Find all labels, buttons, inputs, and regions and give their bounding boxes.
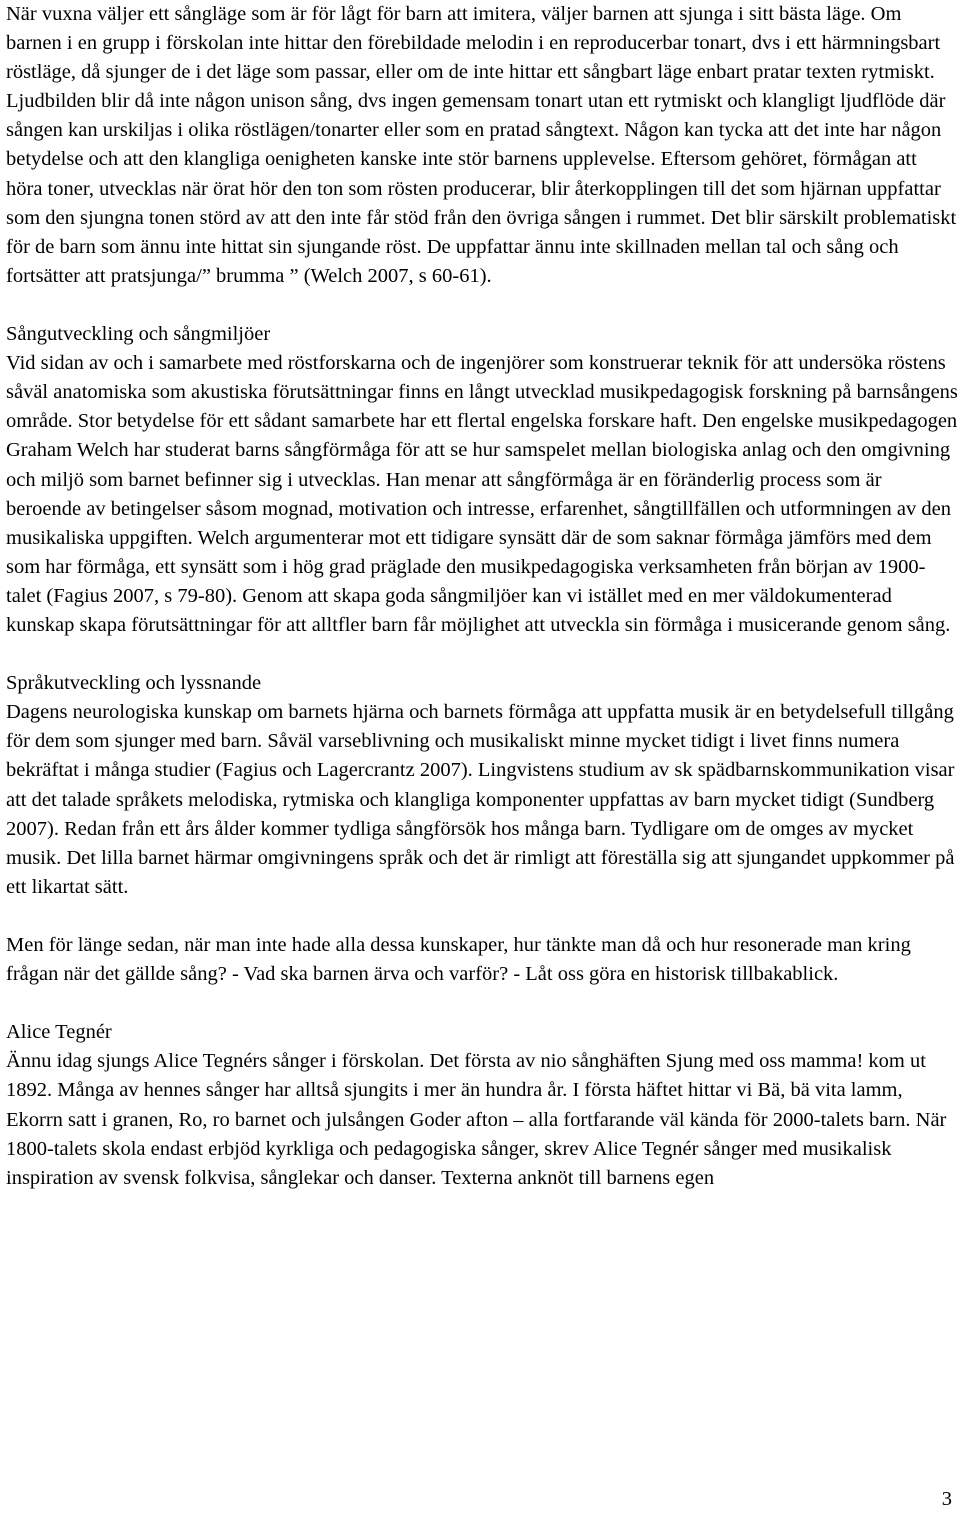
section-sangutveckling	[6, 320, 958, 640]
section-heading: Språkutveckling och lyssnande	[6, 672, 262, 695]
section-sprakutveckling	[6, 669, 958, 902]
page-number: 3	[941, 1488, 952, 1510]
section-heading: Alice Tegnér	[6, 1021, 112, 1044]
section-heading: Sångutveckling och sångmiljöer	[6, 323, 271, 346]
paragraph-spacer	[6, 291, 958, 320]
body-paragraph: När vuxna väljer ett sångläge som är för lågt för barn att imitera, väljer barnen att sjunga i sitt bästa läge. Om barnen i en grupp i förskolan inte hittar den förebildade melodin i en reproducerbar tonart, dvs i ett härmningsbart röstläge, då sjunger de i det läge som passar, eller om de inte hittar ett sångbart läge enbart pratar texten rytmiskt. Ljudbilden blir då inte någon unison sång, dvs ingen gemensam tonart utan ett rytmiskt och klangligt ljudflöde där sången kan urskiljas i olika röstlägen/tonarter eller som en pratad sångtext. Någon kan tycka att det inte har någon betydelse och att den klangliga oenigheten kanske inte stör barnens upplevelse. Eftersom gehöret, förmågan att höra toner, utvecklas när örat hör den ton som rösten producerar, blir återkopplingen till det som hjärnan uppfattar som den sjungna tonen störd av att den inte får stöd från den övriga sången i rummet. Det blir särskilt problematiskt för de barn som ännu inte hittat sin sjungande röst. De uppfattar ännu inte skillnaden mellan tal och sång och fortsätter att pratsjunga/” brumma ” (Welch 2007, s 60-61).	[6, 3, 957, 287]
body-paragraph: Men för länge sedan, när man inte hade alla dessa kunskaper, hur tänkte man då och hur resonerade man kring frågan när det gällde sång? - Vad ska barnen ärva och varför? - Låt oss göra en historisk tillbakablick.	[6, 934, 911, 986]
paragraph-spacer	[6, 989, 958, 1018]
section-body: Ännu idag sjungs Alice Tegnérs sånger i förskolan. Det första av nio sånghäften Sjung med oss mamma! kom ut 1892. Många av hennes sånger har alltså sjungits i mer än hundra år. I första häftet hittar vi Bä, bä vita lamm, Ekorrn satt i granen, Ro, ro barnet och julsången Goder afton – alla fortfarande väl kända för 2000-talets barn. När 1800-talets skola endast erbjöd kyrkliga och pedagogiska sånger, skrev Alice Tegnér sånger med musikalisk inspiration av svensk folkvisa, sånglekar och danser. Texterna anknöt till barnens egen	[6, 1050, 947, 1189]
document-page	[6, 0, 958, 1193]
section-body: Vid sidan av och i samarbete med röstforskarna och de ingenjörer som konstruerar teknik för att undersöka röstens såväl anatomiska som akustiska förutsättningar finns en långt utvecklad musikpedagogisk forskning på barnsångens område. Stor betydelse för ett sådant samarbete har ett flertal engelska forskare haft. Den engelske musikpedagogen Graham Welch har studerat barns sångförmåga för att se hur samspelet mellan biologiska anlag och den omgivning och miljö som barnet befinner sig i utvecklas. Han menar att sångförmåga är en föränderlig process som är beroende av betingelser såsom mognad, motivation och intresse, erfarenhet, sångtillfällen och utformningen av den musikaliska uppgiften. Welch argumenterar mot ett tidigare synsätt där de som saknar förmåga jämförs med dem som har förmåga, ett synsätt som i hög grad präglade den musikpedagogiska verksamheten från början av 1900-talet (Fagius 2007, s 79-80). Genom att skapa goda sångmiljöer kan vi istället med en mer väldokumenterad kunskap skapa förutsättningar för att alltfler barn får möjlighet att utveckla sin förmåga i musicerande genom sång.	[6, 352, 958, 636]
paragraph-spacer	[6, 902, 958, 931]
section-body: Dagens neurologiska kunskap om barnets hjärna och barnets förmåga att uppfatta musik är en betydelsefull tillgång för dem som sjunger med barn. Såväl varseblivning och musikaliskt minne mycket tidigt i livet finns numera bekräftat i många studier (Fagius och Lagercrantz 2007). Lingvistens studium av sk spädbarnskommunikation visar att det talade språkets melodiska, rytmiska och klangliga komponenter uppfattas av barn mycket tidigt (Sundberg 2007). Redan från ett års ålder kommer tydliga sångförsök hos många barn. Tydligare om de omges av mycket musik. Det lilla barnet härmar omgivningens språk och det är rimligt att föreställa sig att sjungandet uppkommer på ett likartat sätt.	[6, 701, 955, 898]
paragraph-spacer	[6, 640, 958, 669]
section-alice-tegner	[6, 1018, 958, 1193]
